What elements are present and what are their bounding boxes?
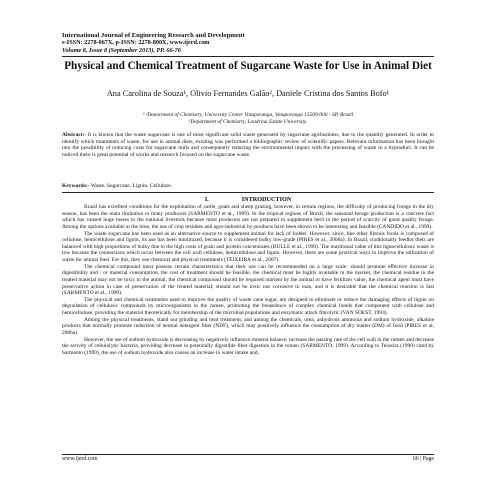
keywords [62, 183, 434, 190]
paragraph: The chemical compound must possess certain characteristics that their use can be recommended on a large scale: should promote effective increase in digestibility and / or material consumption, the cost of treatment should be feasible, the chemical must be highly available in the market, the chemical residue in the treated material may not be toxic to the animal, the chemical compound should be required nutrient by the animal or have fertilizer value, the chemical agent must have preservative action in case of preservation of the treated material; should not be toxic nor corrosive to man, and it is desirable that the chemical reaction is fast (SARMENTO et al., 1999). [62, 263, 434, 297]
journal-issn: e-ISSN: 2278-067X, p-ISSN: 2278-800X, www.ijerd.com [62, 39, 210, 47]
section-title: INTRODUCTION [241, 196, 292, 203]
paragraph: Among the physical treatments, stand out grinding and heat treatment, and among the chemicals, urea, anhydrous ammonia and sodium hydroxide, alkaline products that normally promote reduction of neutral detergent fiber (NDF), which may positively influence the consumption of dry matter (DM) of food (PIRES et al, 2006a). [62, 316, 434, 336]
keywords-text: Waste. Sugarcane. Lignin. Cellulose. [89, 183, 173, 189]
section-heading [62, 196, 434, 203]
abstract [62, 132, 434, 158]
journal-name: International Journal of Engineering Research and Development [62, 32, 245, 39]
introduction-body [62, 204, 434, 356]
footer-url: www.ijerd.com [62, 456, 98, 462]
affiliation-2: ¹Department of Chemistry, Londrina Estate University. [188, 119, 308, 125]
paragraph: However, the use of sodium hydroxide is decreasing by negatively influence mineral balance, increase the passing rate of the cell wall in the rumen and decrease the activity of cellulolytic bacteria, providing decrease in potentially digestible fiber digestion in the rumen (SARMENTO, 1999). According to Teixeira (1990) cited by Sarmento (1999), the use of sodium hydroxide also causes an increase in water intake and, [62, 336, 434, 356]
paragraph: The waste sugarcane has been used as an alternative source to supplement animal for lack of fodder. However, since, like other fibrous foods is composed of cellulose, hemicellulose and lignin, its use has been minimized, because it is considered bulky low-grade (PIRES et al., 2006a). In Brazil, traditionally feedlot diets are balanced with high proportions of bulky due to the high costs of grain and protein concentrates (BULLE et al., 1999). The nutritional value of this lignocellulosic waste is low because the connections which occur between the cell wall cellulose, hemicellulose and lignin. However, there are some practical ways to improve the utilization of waste for animal feed. For this, they use chemical and physical treatments (TEIXEIRA et al., 2007). [62, 230, 434, 263]
paragraph: The physical and chemical treatments used to improve the quality of waste cane sugar, are designed to eliminate or reduce the damaging effects of lignin on degradation of cellulosic compounds by microorganisms in the rumen, promoting the breakdown of complex chemical bonds that component with cellulose and hemicellulose, providing the material theoretically for membership of the microbial populations and enzymatic attack fibrolytic (VAN SOEST, 1994). [62, 296, 434, 316]
section-number: I. [204, 196, 209, 203]
keywords-rule [62, 192, 434, 193]
paragraph: Brazil has excellent conditions for the exploitation of cattle, goats and sheep grazing, however, in certain regions, the difficulty of producing forage in the dry season, has been the main limitation to many producers (SARMENTO et al., 1999). In the tropical regions of Brazil, the seasonal forage production is a concrete fact which has caused huge losses to the national livestock because most producers are not prepared to supplement herd in the period of scarcity of good quality forage. Among the options available at the time, the use of crop residues and agro-industrial by-products have been shown to be interesting and feasible (CANDIDO et al., 1999). [62, 204, 434, 230]
affiliation-1: ¹·²Department of Chemistry, University Center Votuporanga, Votuporanga 15500-006 - SP, Brazil [142, 112, 354, 118]
header-rule [62, 56, 434, 57]
author-list: Ana Carolina de Souza¹, Olivio Fernandes Galão², Daniele Cristina dos Santos Bofo¹ [106, 89, 390, 98]
abstract-label: Abstract:- [62, 132, 87, 138]
footer-rule [62, 454, 434, 455]
keywords-label: Keywords:- [62, 183, 90, 189]
abstract-text: It is known that the waste sugarcane is one of most significant solid waste generated by sugarcane agribusiness, due to the quantity generated. In order to identify which treatments of waste, for use in animal diets, existing was performed a bibliographic review of scientific papers. Relevant information has been brought into the possibility of reducing costs for sugarcane mills and consequently reducing the environmental impact with the processing of waste in a byproduct. It can be noticed there is great potential of works and research focused on the sugarcane waste. [62, 132, 434, 158]
page-number: 66 | Page [412, 456, 434, 462]
paper-title: Physical and Chemical Treatment of Sugarcane Waste for Use in Animal Diet [64, 60, 432, 72]
journal-header [62, 32, 434, 54]
journal-volume: Volume 8, Issue 8 (September 2013), PP. 66-76 [62, 46, 181, 54]
